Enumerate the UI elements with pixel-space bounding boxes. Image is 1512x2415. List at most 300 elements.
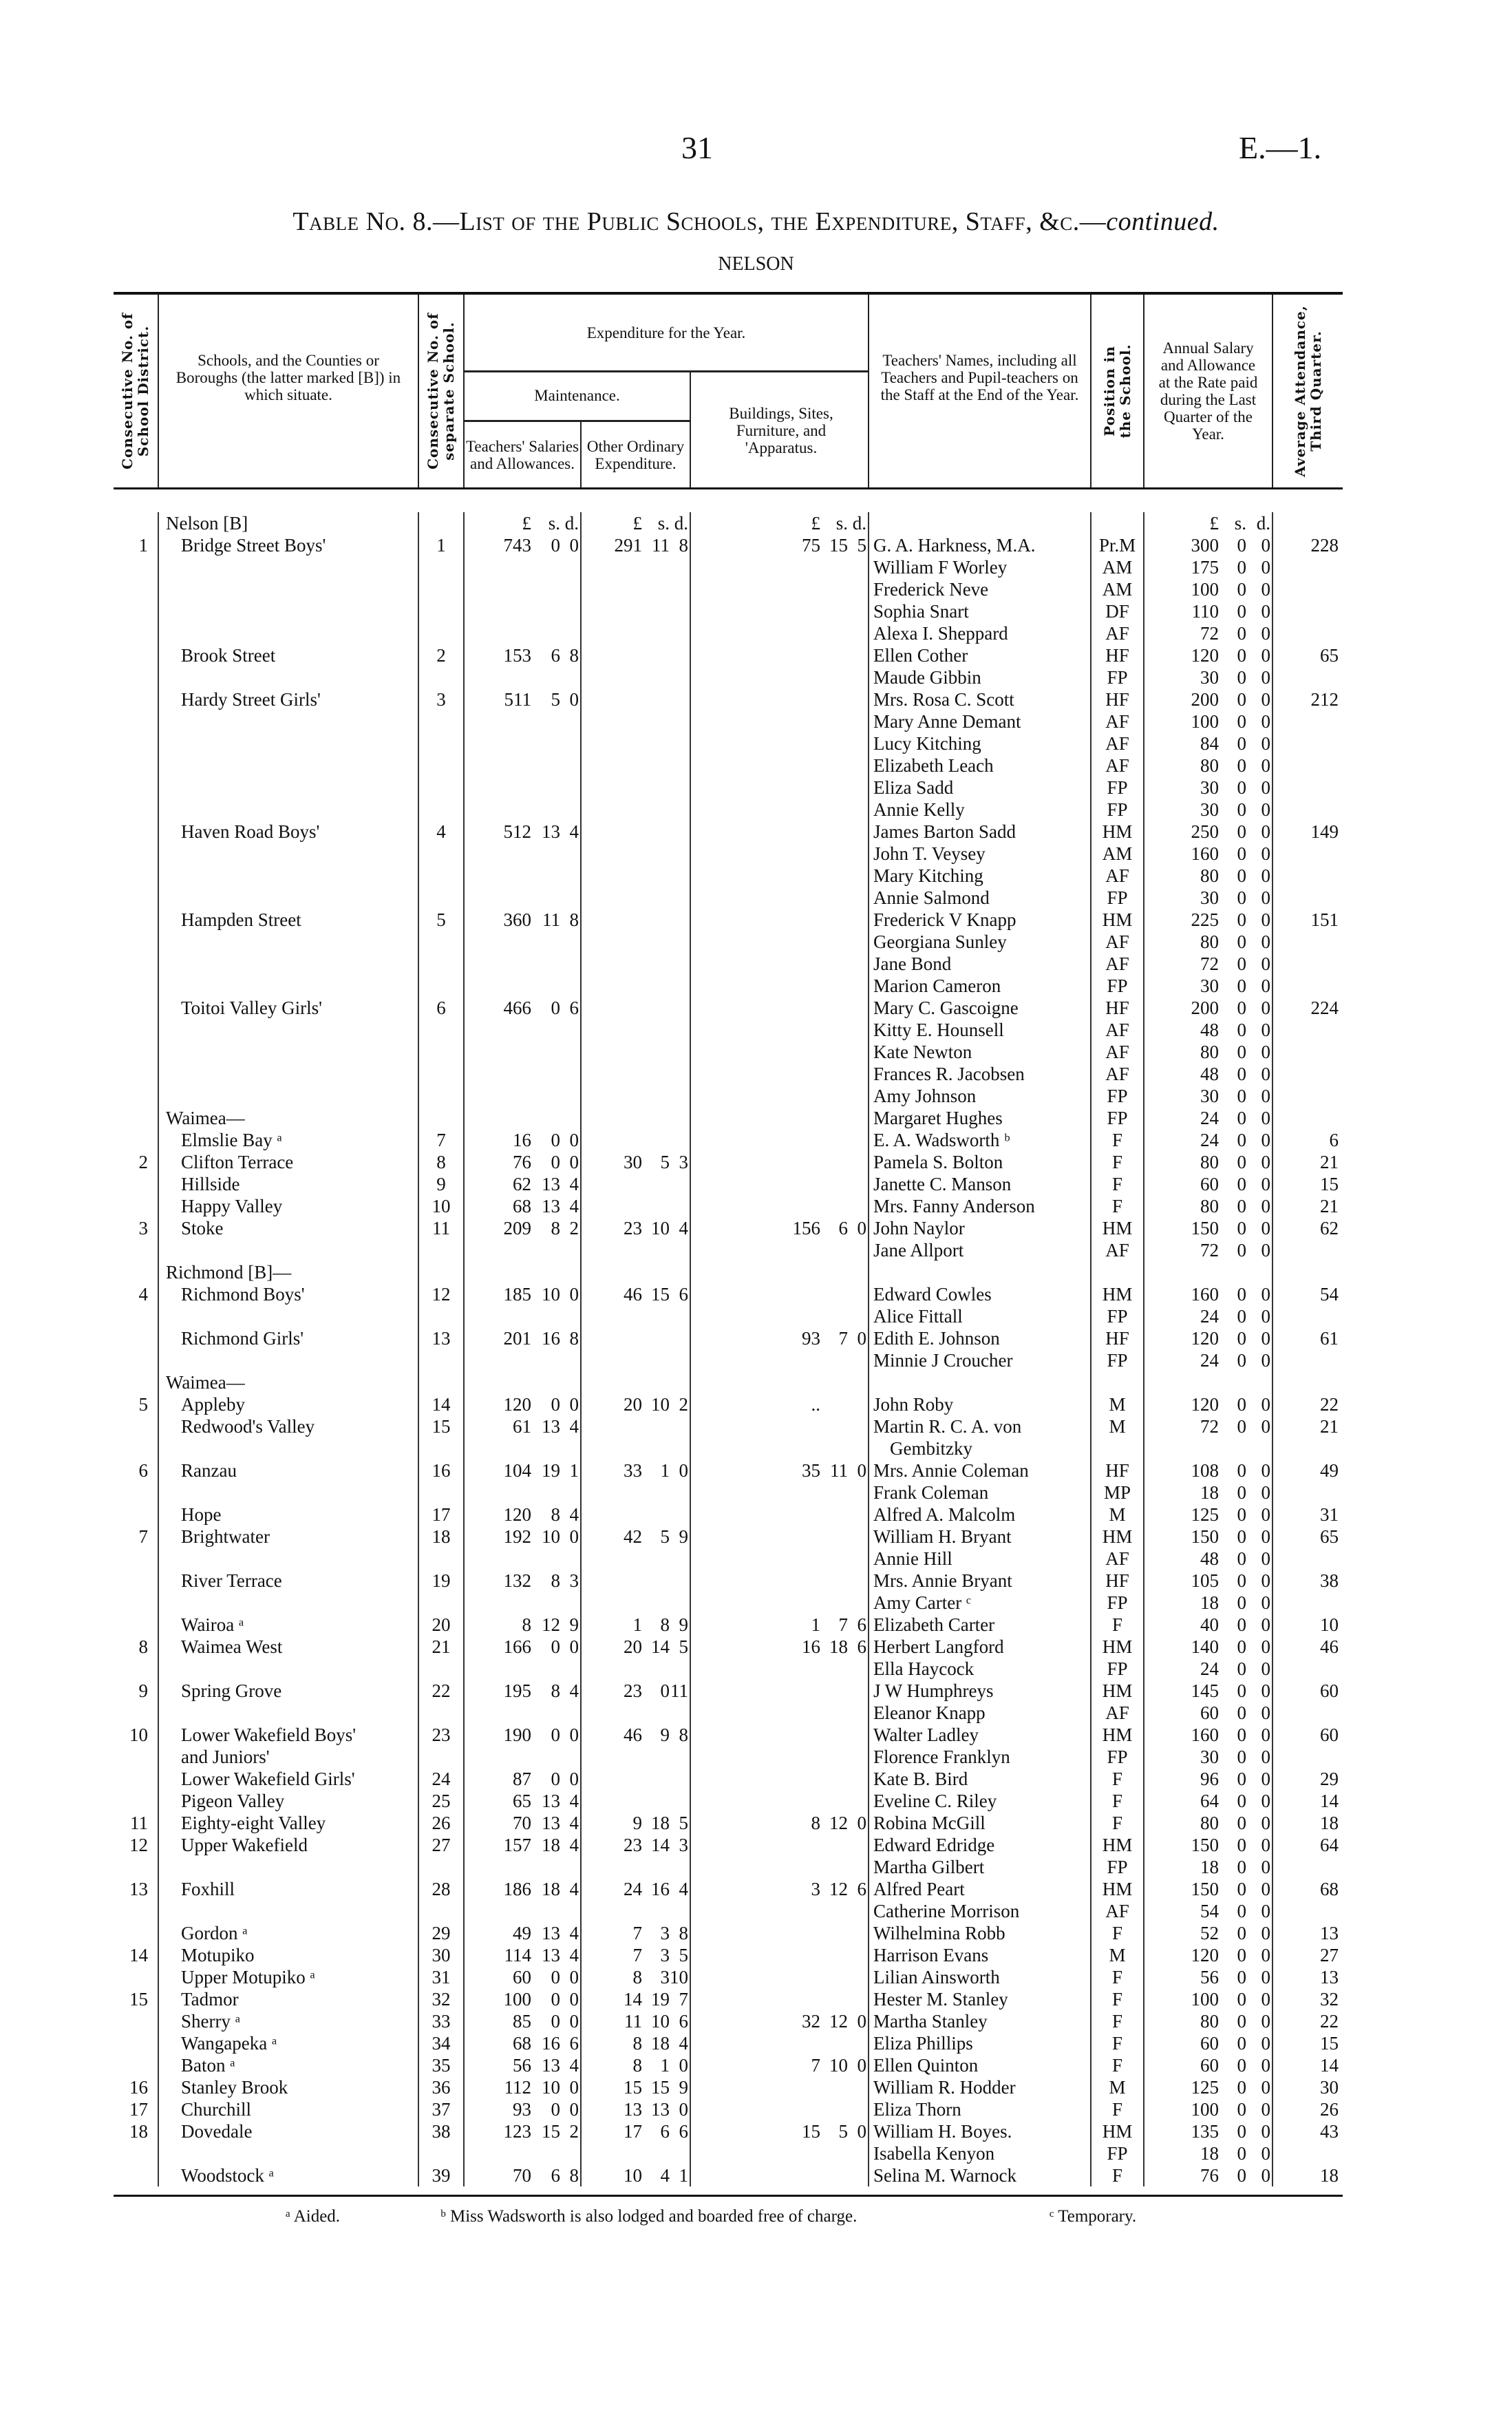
- teachers-salaries: [465, 2098, 582, 2120]
- teachers-salaries: [465, 997, 582, 1019]
- annual-salary-pence: 0: [1261, 887, 1270, 908]
- teachers-salaries-pence: 0: [569, 1967, 579, 1987]
- other-expenditure-pounds: £: [632, 513, 642, 534]
- average-attendance: 18: [1320, 2165, 1339, 2186]
- annual-salary-shillings: 0: [1237, 931, 1246, 952]
- teacher-position: AF: [1092, 953, 1144, 975]
- header-schools: [159, 295, 419, 487]
- average-attendance: 22: [1320, 2011, 1339, 2032]
- teacher-position: F: [1092, 1988, 1144, 2010]
- annual-salary: [1144, 622, 1273, 644]
- district-number: [114, 578, 159, 600]
- annual-salary: [1144, 1349, 1273, 1371]
- other-expenditure-shillings: 10: [651, 1218, 670, 1238]
- average-attendance: 15: [1320, 1174, 1339, 1194]
- annual-salary-pence: 0: [1261, 953, 1270, 974]
- other-expenditure: [582, 1746, 691, 1768]
- teacher-position: HF: [1092, 1570, 1144, 1592]
- teachers-salaries-pounds: 185: [503, 1284, 531, 1305]
- district-number: 4: [114, 1283, 159, 1305]
- average-attendance: 30: [1320, 2077, 1339, 2098]
- district-number: [114, 1658, 159, 1680]
- buildings-expenditure-shillings: [820, 1393, 848, 1415]
- average-attendance: 54: [1320, 1284, 1339, 1305]
- header-annual-salary: [1144, 295, 1273, 487]
- annual-salary-pounds: 18: [1200, 1482, 1219, 1503]
- annual-salary-shillings: 0: [1237, 1174, 1246, 1194]
- teacher-name: Kate B. Bird: [869, 1768, 1092, 1790]
- annual-salary: [1144, 578, 1273, 600]
- teachers-salaries: [465, 2054, 582, 2076]
- header-teachers-names-text: Teachers' Names, including all Teachers and Pupil-teachers on the Staff at the End of the Year.: [880, 351, 1079, 403]
- table-row: [114, 1217, 1343, 1239]
- teachers-salaries-pence: 0: [569, 1130, 579, 1150]
- annual-salary-pounds: 80: [1200, 2011, 1219, 2032]
- school-name: [159, 953, 419, 975]
- other-expenditure: [582, 1592, 691, 1614]
- average-attendance: [1273, 1019, 1343, 1041]
- teacher-position: FP: [1092, 1085, 1144, 1107]
- school-name: Richmond [B]—: [159, 1261, 419, 1283]
- school-number: 12: [419, 1283, 465, 1305]
- teachers-salaries: [465, 1658, 582, 1680]
- page-number: 31: [681, 130, 713, 165]
- average-attendance: [1273, 622, 1343, 644]
- teacher-position: M: [1092, 2076, 1144, 2098]
- other-expenditure: [582, 1019, 691, 1041]
- district-number: [114, 1481, 159, 1504]
- annual-salary-shillings: 0: [1237, 1064, 1246, 1084]
- district-number: 5: [114, 1393, 159, 1415]
- buildings-expenditure-pence: 6: [857, 1614, 866, 1635]
- teacher-position: HF: [1092, 997, 1144, 1019]
- school-name: Baton ᵃ: [159, 2054, 419, 2076]
- other-expenditure-pence: 9: [679, 1614, 688, 1635]
- table-row: [114, 755, 1343, 777]
- average-attendance: [1273, 1746, 1343, 1768]
- annual-salary-pence: 0: [1261, 1813, 1270, 1833]
- teachers-salaries-pounds: 360: [503, 909, 531, 930]
- school-number: 15: [419, 1415, 465, 1437]
- teacher-position: HM: [1092, 1526, 1144, 1548]
- teachers-salaries: [465, 644, 582, 666]
- annual-salary-pence: 0: [1261, 1152, 1270, 1172]
- table-row: [114, 821, 1343, 843]
- teacher-name: Margaret Hughes: [869, 1107, 1092, 1129]
- school-number: 13: [419, 1327, 465, 1349]
- teacher-name: Edward Edridge: [869, 1834, 1092, 1856]
- teachers-salaries: [465, 1988, 582, 2010]
- district-number: [114, 1900, 159, 1922]
- school-name: Brook Street: [159, 644, 419, 666]
- annual-salary-pence: 0: [1261, 1989, 1270, 2010]
- header-expenditure: [465, 295, 869, 487]
- other-expenditure: [582, 1812, 691, 1834]
- annual-salary-shillings: 0: [1237, 1879, 1246, 1899]
- other-expenditure: [582, 953, 691, 975]
- school-name: and Juniors': [159, 1746, 419, 1768]
- teachers-salaries: [465, 909, 582, 931]
- table-row: [114, 666, 1343, 688]
- header-district-no-text: Consecutive No. of School District.: [119, 313, 151, 470]
- teachers-salaries-shillings: 13: [542, 1196, 560, 1216]
- teachers-salaries-shillings: 13: [542, 1174, 560, 1194]
- district-number: [114, 1614, 159, 1636]
- annual-salary-pence: 0: [1261, 1460, 1270, 1481]
- buildings-expenditure-pence: 0: [857, 2011, 866, 2032]
- school-number: [419, 1371, 465, 1393]
- table-row: [114, 1834, 1343, 1856]
- other-expenditure-pence: 0: [679, 2099, 688, 2120]
- district-number: [114, 2142, 159, 2164]
- buildings-expenditure: [691, 1063, 869, 1085]
- buildings-expenditure: [691, 644, 869, 666]
- school-number: 34: [419, 2032, 465, 2054]
- other-expenditure: [582, 843, 691, 865]
- annual-salary-pence: 0: [1261, 1350, 1270, 1371]
- district-number: [114, 600, 159, 622]
- teachers-salaries: [465, 1151, 582, 1173]
- annual-salary-pounds: 150: [1191, 1526, 1219, 1547]
- teachers-salaries-pence: 0: [569, 2011, 579, 2032]
- annual-salary-pounds: 110: [1191, 601, 1219, 622]
- average-attendance: [1273, 777, 1343, 799]
- other-expenditure: [582, 512, 691, 534]
- other-expenditure-shillings: 3: [660, 1923, 670, 1943]
- school-name: Wangapeka ᵃ: [159, 2032, 419, 2054]
- average-attendance: [1273, 865, 1343, 887]
- annual-salary: [1144, 1063, 1273, 1085]
- teachers-salaries: [465, 600, 582, 622]
- school-name: [159, 1305, 419, 1327]
- school-name: Richmond Girls': [159, 1327, 419, 1349]
- table-row: [114, 1526, 1343, 1548]
- district-number: [114, 1261, 159, 1283]
- teachers-salaries: [465, 1041, 582, 1063]
- annual-salary-pence: 0: [1261, 1680, 1270, 1701]
- annual-salary-pence: 0: [1261, 1791, 1270, 1811]
- teacher-name: Alexa I. Sheppard: [869, 622, 1092, 644]
- teachers-salaries-pence: 2: [569, 2121, 579, 2142]
- table-row: [114, 865, 1343, 887]
- teacher-name: Janette C. Manson: [869, 1173, 1092, 1195]
- teacher-position: M: [1092, 1393, 1144, 1415]
- header-rule: [114, 487, 1343, 489]
- annual-salary: [1144, 2032, 1273, 2054]
- school-name: Waimea—: [159, 1371, 419, 1393]
- annual-salary-pence: 0: [1261, 2121, 1270, 2142]
- other-expenditure-pounds: 23: [624, 1218, 642, 1238]
- school-name: Dovedale: [159, 2120, 419, 2142]
- average-attendance: [1273, 953, 1343, 975]
- teachers-salaries-pounds: 93: [513, 2099, 531, 2120]
- school-number: 1: [419, 534, 465, 556]
- teacher-position: F: [1092, 1195, 1144, 1217]
- annual-salary: [1144, 1570, 1273, 1592]
- other-expenditure-pence: 3: [679, 1835, 688, 1855]
- school-number: [419, 732, 465, 755]
- annual-salary-shillings: 0: [1237, 1416, 1246, 1437]
- teacher-position: HM: [1092, 909, 1144, 931]
- annual-salary: [1144, 534, 1273, 556]
- buildings-expenditure: [691, 710, 869, 732]
- annual-salary-pounds: 300: [1191, 535, 1219, 556]
- other-expenditure-pounds: 42: [624, 1526, 642, 1547]
- annual-salary-pence: 0: [1261, 931, 1270, 952]
- school-name: [159, 1041, 419, 1063]
- teacher-position: AM: [1092, 578, 1144, 600]
- average-attendance: 224: [1310, 998, 1339, 1018]
- teachers-salaries-pounds: 466: [503, 998, 531, 1018]
- buildings-expenditure: [691, 2120, 869, 2142]
- district-number: [114, 997, 159, 1019]
- district-number: [114, 953, 159, 975]
- school-number: 30: [419, 1944, 465, 1966]
- buildings-expenditure: [691, 666, 869, 688]
- teacher-position: AF: [1092, 865, 1144, 887]
- annual-salary-pounds: 160: [1191, 843, 1219, 864]
- teacher-position: F: [1092, 1129, 1144, 1151]
- district-number: [114, 2164, 159, 2186]
- buildings-expenditure-pence: 0: [857, 1813, 866, 1833]
- annual-salary-shillings: 0: [1237, 623, 1246, 644]
- teachers-salaries-shillings: 8: [551, 1570, 560, 1591]
- teachers-salaries-pence: 4: [569, 1174, 579, 1194]
- annual-salary: [1144, 931, 1273, 953]
- annual-salary: [1144, 997, 1273, 1019]
- buildings-expenditure: [691, 1459, 869, 1481]
- school-number: 20: [419, 1614, 465, 1636]
- teachers-salaries: [465, 1481, 582, 1504]
- district-number: [114, 688, 159, 710]
- district-number: 18: [114, 2120, 159, 2142]
- teachers-salaries-pounds: 100: [503, 1989, 531, 2010]
- district-number: 14: [114, 1944, 159, 1966]
- annual-salary-pounds: 48: [1200, 1548, 1219, 1569]
- other-expenditure-shillings: 15: [651, 1284, 670, 1305]
- buildings-expenditure-pounds: 35: [802, 1460, 820, 1481]
- district-number: [114, 644, 159, 666]
- annual-salary: [1144, 887, 1273, 909]
- teachers-salaries-pence: 0: [569, 1769, 579, 1789]
- buildings-expenditure: [691, 1768, 869, 1790]
- school-number: [419, 975, 465, 997]
- school-name: Redwood's Valley: [159, 1415, 419, 1437]
- annual-salary-pence: 0: [1261, 909, 1270, 930]
- teachers-salaries-shillings: 0: [551, 2011, 560, 2032]
- annual-salary-pounds: 40: [1200, 1614, 1219, 1635]
- buildings-expenditure: [691, 2098, 869, 2120]
- teachers-salaries-shillings: 6: [551, 2165, 560, 2186]
- teachers-salaries-pounds: 49: [513, 1923, 531, 1943]
- other-expenditure: [582, 688, 691, 710]
- other-expenditure-pounds: 8: [632, 2033, 642, 2054]
- school-number: [419, 710, 465, 732]
- teacher-position: FP: [1092, 975, 1144, 997]
- teacher-position: FP: [1092, 1592, 1144, 1614]
- annual-salary: [1144, 1790, 1273, 1812]
- teachers-salaries-pence: 3: [569, 1570, 579, 1591]
- buildings-expenditure: [691, 1702, 869, 1724]
- buildings-expenditure-pence: 6: [857, 1879, 866, 1899]
- table-row: [114, 1437, 1343, 1459]
- teachers-salaries: [465, 975, 582, 997]
- district-number: 16: [114, 2076, 159, 2098]
- title-suffix: continued.: [1106, 207, 1220, 236]
- buildings-expenditure: [691, 1570, 869, 1592]
- buildings-expenditure: [691, 755, 869, 777]
- annual-salary-shillings: 0: [1237, 1791, 1246, 1811]
- teachers-salaries: [465, 1768, 582, 1790]
- teachers-salaries-shillings: 18: [542, 1835, 560, 1855]
- other-expenditure-pence: 8: [679, 535, 688, 556]
- annual-salary-shillings: 0: [1237, 1636, 1246, 1657]
- table-row: [114, 1548, 1343, 1570]
- other-expenditure: [582, 1305, 691, 1327]
- buildings-expenditure-shillings: 15: [829, 535, 848, 556]
- school-name: Brightwater: [159, 1526, 419, 1548]
- other-expenditure: [582, 2032, 691, 2054]
- school-number: [419, 1592, 465, 1614]
- school-number: 28: [419, 1878, 465, 1900]
- school-number: [419, 1305, 465, 1327]
- other-expenditure-pounds: 20: [624, 1636, 642, 1657]
- teacher-name: John Naylor: [869, 1217, 1092, 1239]
- teachers-salaries-pence: 4: [569, 2055, 579, 2076]
- other-expenditure-pounds: 9: [632, 1813, 642, 1833]
- table-row: [114, 622, 1343, 644]
- teachers-salaries: [465, 622, 582, 644]
- annual-salary-pence: 0: [1261, 2143, 1270, 2164]
- district-number: [114, 1239, 159, 1261]
- district-number: [114, 1966, 159, 1988]
- teachers-salaries: [465, 843, 582, 865]
- annual-salary-pounds: 80: [1200, 755, 1219, 776]
- teacher-name: Kitty E. Hounsell: [869, 1019, 1092, 1041]
- annual-salary-shillings: 0: [1237, 1482, 1246, 1503]
- other-expenditure-pounds: 7: [632, 1945, 642, 1965]
- teacher-name: William H. Bryant: [869, 1526, 1092, 1548]
- annual-salary: [1144, 1393, 1273, 1415]
- teachers-salaries-pounds: 120: [503, 1394, 531, 1415]
- buildings-expenditure: [691, 1504, 869, 1526]
- annual-salary-shillings: 0: [1237, 865, 1246, 886]
- annual-salary-shillings: 0: [1237, 2143, 1246, 2164]
- teacher-position: FP: [1092, 1349, 1144, 1371]
- district-number: 2: [114, 1151, 159, 1173]
- average-attendance: 13: [1320, 1923, 1339, 1943]
- teacher-name: Mrs. Rosa C. Scott: [869, 688, 1092, 710]
- annual-salary-pence: 0: [1261, 755, 1270, 776]
- other-expenditure: [582, 2120, 691, 2142]
- teachers-salaries-shillings: 0: [551, 1725, 560, 1745]
- other-expenditure: [582, 755, 691, 777]
- annual-salary-pounds: 160: [1191, 1725, 1219, 1745]
- teacher-name: Martin R. C. A. von: [869, 1415, 1092, 1437]
- header-maintenance: [465, 370, 691, 487]
- annual-salary: [1144, 1834, 1273, 1856]
- teacher-name: Pamela S. Bolton: [869, 1151, 1092, 1173]
- other-expenditure: [582, 534, 691, 556]
- teacher-name: Kate Newton: [869, 1041, 1092, 1063]
- buildings-expenditure: [691, 1019, 869, 1041]
- table-row: [114, 1063, 1343, 1085]
- teacher-name: William F Worley: [869, 556, 1092, 578]
- annual-salary-pounds: 54: [1200, 1901, 1219, 1921]
- teachers-salaries-pounds: 8: [522, 1614, 531, 1635]
- annual-salary-pence: 0: [1261, 1174, 1270, 1194]
- teacher-name: E. A. Wadsworth ᵇ: [869, 1129, 1092, 1151]
- school-name: Upper Wakefield: [159, 1834, 419, 1856]
- other-expenditure: [582, 865, 691, 887]
- district-number: [114, 1063, 159, 1085]
- other-expenditure-pounds: 11: [624, 2011, 642, 2032]
- district-number: [114, 1129, 159, 1151]
- table-row: [114, 1415, 1343, 1437]
- other-expenditure-pounds: 20: [624, 1394, 642, 1415]
- annual-salary-pounds: 140: [1191, 1636, 1219, 1657]
- teachers-salaries: [465, 1878, 582, 1900]
- district-number: [114, 1856, 159, 1878]
- other-expenditure: [582, 1085, 691, 1107]
- teacher-position: AM: [1092, 843, 1144, 865]
- school-number: [419, 1856, 465, 1878]
- other-expenditure: [582, 666, 691, 688]
- district-number: [114, 1019, 159, 1041]
- annual-salary-pence: 0: [1261, 601, 1270, 622]
- teachers-salaries-pence: 0: [569, 1284, 579, 1305]
- annual-salary-pence: 0: [1261, 2011, 1270, 2032]
- teacher-name: Florence Franklyn: [869, 1746, 1092, 1768]
- teacher-name: Frederick Neve: [869, 578, 1092, 600]
- teachers-salaries: [465, 1614, 582, 1636]
- other-expenditure-pence: 5: [679, 1945, 688, 1965]
- annual-salary-pence: 0: [1261, 1130, 1270, 1150]
- annual-salary-pounds: 30: [1200, 799, 1219, 820]
- school-number: 11: [419, 1217, 465, 1239]
- average-attendance: [1273, 1548, 1343, 1570]
- teachers-salaries: [465, 1812, 582, 1834]
- other-expenditure-shillings: 14: [651, 1636, 670, 1657]
- other-expenditure-shillings: 0: [660, 1680, 670, 1701]
- annual-salary: [1144, 1239, 1273, 1261]
- annual-salary-pounds: 150: [1191, 1879, 1219, 1899]
- table-row: [114, 1173, 1343, 1195]
- annual-salary-pounds: 30: [1200, 1747, 1219, 1767]
- annual-salary: [1144, 644, 1273, 666]
- table-row: [114, 2054, 1343, 2076]
- buildings-expenditure-pence: 0: [857, 1218, 866, 1238]
- table-row: [114, 1878, 1343, 1900]
- teacher-name: Annie Hill: [869, 1548, 1092, 1570]
- table-row: [114, 1790, 1343, 1812]
- other-expenditure: [582, 2142, 691, 2164]
- average-attendance: 68: [1320, 1879, 1339, 1899]
- header-separate-no-text: Consecutive No. of separate School.: [425, 313, 457, 470]
- annual-salary-shillings: 0: [1237, 887, 1246, 908]
- average-attendance: [1273, 887, 1343, 909]
- buildings-expenditure: [691, 1239, 869, 1261]
- teacher-name: William R. Hodder: [869, 2076, 1092, 2098]
- teacher-name: Mary Kitching: [869, 865, 1092, 887]
- teacher-name: Eleanor Knapp: [869, 1702, 1092, 1724]
- district-number: [114, 1922, 159, 1944]
- table-row: [114, 1504, 1343, 1526]
- annual-salary: [1144, 1459, 1273, 1481]
- annual-salary: [1144, 909, 1273, 931]
- school-name: Woodstock ᵃ: [159, 2164, 419, 2186]
- annual-salary-pounds: 80: [1200, 1813, 1219, 1833]
